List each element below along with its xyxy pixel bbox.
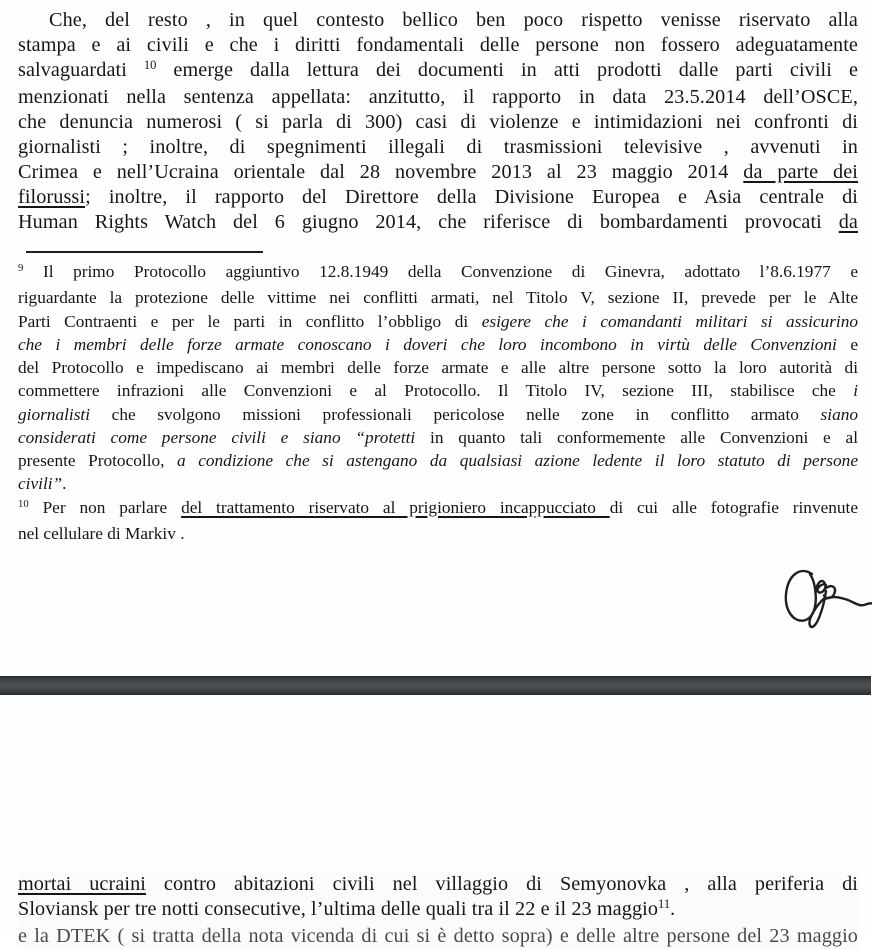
text-run: presente Protocollo, [18, 451, 178, 470]
text-line [18, 310, 858, 333]
text-line [18, 58, 858, 85]
text-run: Parti Contraenti e per le parti in conflitto l’obbligo di [18, 311, 482, 331]
text-line [18, 110, 858, 135]
footnotes-block [18, 260, 858, 545]
text-run: emerge dalla lettura dei documenti in atti prodotti dalle parti civili e [156, 59, 859, 81]
text-line [18, 333, 858, 356]
superscript-ref: 10 [143, 58, 157, 73]
text-run: menzionati nella sentenza appellata: anzitutto, il rapporto in data 23.5.2014 dell’OSCE, [18, 86, 858, 108]
text-line [18, 522, 858, 545]
text-line [18, 472, 858, 495]
text-run: Che, del resto , in quel contesto bellico ben poco rispetto venisse riservato alla [49, 9, 858, 31]
text-run: del Protocollo e impediscano ai membri delle forze armate e alle altre persone sotto la loro autorità di [18, 358, 858, 377]
text-line [18, 449, 858, 472]
text-run: siano [820, 404, 858, 424]
text-run: . [670, 898, 676, 920]
text-run: in quanto tali conformemente alle Convenzioni e al [415, 427, 858, 447]
text-line [18, 496, 858, 522]
text-run: mortai ucraini [18, 873, 146, 895]
text-run: Sloviansk per tre notti consecutive, l’ultima delle quali tra il 22 e il 23 maggio [18, 898, 659, 920]
text-line [18, 924, 858, 949]
text-run: salvaguardati [18, 59, 144, 81]
text-line [18, 403, 858, 426]
text-run: e [836, 334, 858, 354]
text-run: da parte dei [743, 161, 859, 183]
text-line [18, 185, 858, 210]
text-line [18, 897, 858, 924]
text-run: ; inoltre, il rapporto del Direttore della Divisione Europea e Asia centrale di [85, 186, 858, 208]
text-run: che i membri delle forze armate conoscano i doveri che loro incombono in virtù delle Convenzioni [18, 334, 837, 354]
text-run: nel cellulare di Markiv . [18, 523, 185, 543]
superscript-ref: 11 [658, 897, 671, 912]
text-run: Il primo Protocollo aggiuntivo 12.8.1949 della Convenzione di Ginevra, adottato l’8.6.1977 e [23, 262, 858, 281]
text-run: Per non parlare [28, 497, 182, 517]
text-run: . [62, 474, 67, 494]
main-text-block [18, 8, 858, 235]
text-run: giornalisti ; inoltre, di spegnimenti illegali di trasmissioni televisive , avvenuti in [18, 136, 858, 158]
text-run: civili” [18, 474, 63, 494]
text-run: che denuncia numerosi ( si parla di 300) casi di violenze e intimidazioni nei confronti di [18, 111, 858, 133]
footnote-separator-line [26, 251, 263, 253]
text-run: che svolgono missioni professionali pericolose nelle zone in conflitto armato [90, 404, 821, 424]
text-line [18, 379, 858, 402]
text-run: a condizione che si astengano da qualsiasi azione ledente il loro statuto di persone [177, 451, 858, 470]
text-line [18, 286, 858, 309]
text-run: filorussi [18, 186, 86, 208]
text-line [18, 210, 858, 235]
signature-mark [782, 562, 872, 637]
page-gap-separator [0, 676, 871, 695]
bottom-text-block [18, 872, 858, 949]
signature-icon [782, 562, 872, 637]
text-line [18, 8, 858, 33]
document-page-bottom [0, 695, 871, 947]
text-run: e la DTEK ( si tratta della nota vicenda di cui si è detto sopra) e delle altre persone del 23 maggio [18, 925, 858, 947]
text-run: giornalisti [18, 404, 91, 424]
text-run: i [853, 381, 858, 401]
text-line [18, 160, 858, 185]
text-run: di cui alle fotografie rinvenute [609, 497, 859, 517]
text-line [18, 135, 858, 160]
text-run: esigere che i comandanti militari si assicurino [481, 311, 858, 331]
text-run: considerati come persone civili e siano “protetti [18, 427, 416, 447]
text-line [18, 85, 858, 110]
text-line [18, 33, 858, 58]
superscript-ref: 9 [18, 262, 24, 275]
text-run: riguardante la protezione delle vittime nei conflitti armati, nel Titolo V, sezione II, prevede per le Alte [18, 288, 858, 308]
text-run: Human Rights Watch del 6 giugno 2014, che riferisce di bombardamenti provocati [18, 211, 839, 233]
text-run: Crimea e nell’Ucraina orientale dal 28 novembre 2013 al 23 maggio 2014 [18, 161, 744, 183]
text-run: commettere infrazioni alle Convenzioni e al Protocollo. Il Titolo IV, sezione III, stabilisce che [18, 381, 854, 401]
superscript-ref: 10 [18, 497, 29, 510]
text-line [18, 260, 858, 286]
text-line [18, 356, 858, 379]
text-run: contro abitazioni civili nel villaggio di Semyonovka , alla periferia di [145, 873, 858, 895]
text-run: da [838, 211, 858, 233]
text-line [18, 426, 858, 449]
text-run: del trattamento riservato al prigioniero incappucciato [181, 497, 610, 517]
text-line [18, 872, 858, 897]
text-run: stampa e ai civili e che i diritti fondamentali delle persone non fossero adeguatamente [18, 34, 858, 56]
